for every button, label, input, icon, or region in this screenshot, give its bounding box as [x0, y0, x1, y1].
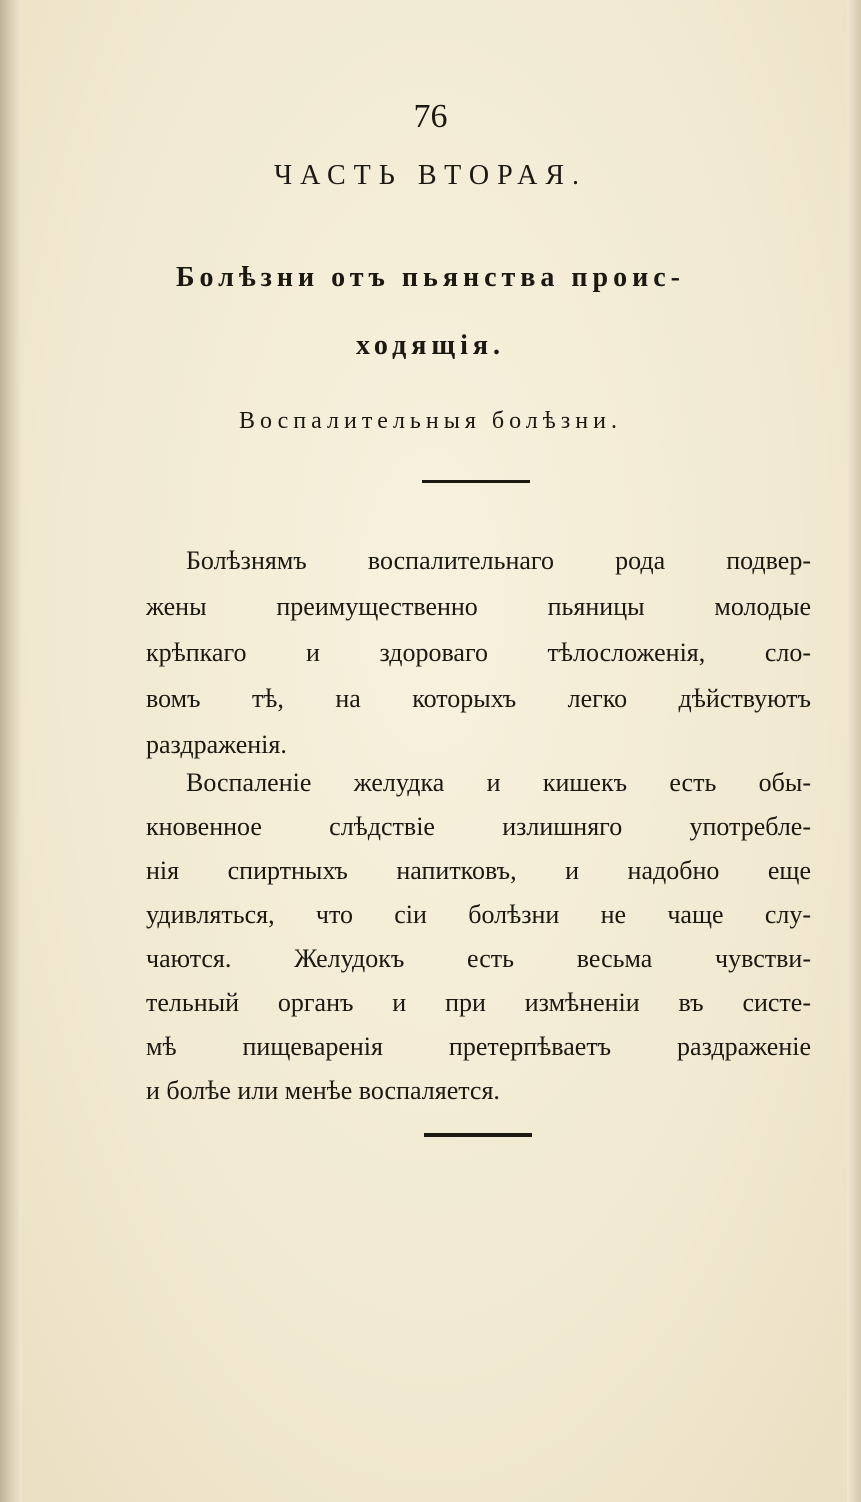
text-line: чаются. Желудокъ есть весьма чувстви-	[146, 944, 811, 973]
text-line: тельный органъ и при измѣненіи въ систе-	[146, 988, 811, 1017]
text-line: Воспаленіе желудка и кишекъ есть обы-	[186, 768, 811, 797]
text-line: раздраженія.	[146, 730, 287, 759]
text-line: удивляться, что сіи болѣзни не чаще слу-	[146, 900, 811, 929]
page-number: 76	[413, 98, 448, 135]
page-binding-shadow	[0, 0, 22, 1502]
text-line: жены преимущественно пьяницы молодые	[146, 592, 811, 621]
text-line: кновенное слѣдствіе излишняго употребле-	[146, 812, 811, 841]
part-title: ЧАСТЬ ВТОРАЯ.	[273, 160, 588, 191]
page-edge-shadow	[847, 0, 861, 1502]
chapter-title-line: ходящія.	[355, 330, 505, 361]
section-title: Воспалительныя болѣзни.	[239, 408, 622, 434]
text-line: мѣ пищеваренія претерпѣваетъ раздраженіе	[146, 1032, 811, 1061]
end-divider	[424, 1133, 532, 1137]
text-line: Болѣзнямъ воспалительнаго рода подвер-	[186, 546, 811, 575]
text-line: и болѣе или менѣе воспаляется.	[146, 1076, 500, 1105]
section-divider	[422, 480, 530, 483]
text-line: вомъ тѣ, на которыхъ легко дѣйствуютъ	[146, 684, 811, 713]
text-line: крѣпкаго и здороваго тѣлосложенія, сло-	[146, 638, 811, 667]
chapter-title-line: Болѣзни отъ пьянства проис-	[176, 262, 685, 293]
text-line: нія спиртныхъ напитковъ, и надобно еще	[146, 856, 811, 885]
